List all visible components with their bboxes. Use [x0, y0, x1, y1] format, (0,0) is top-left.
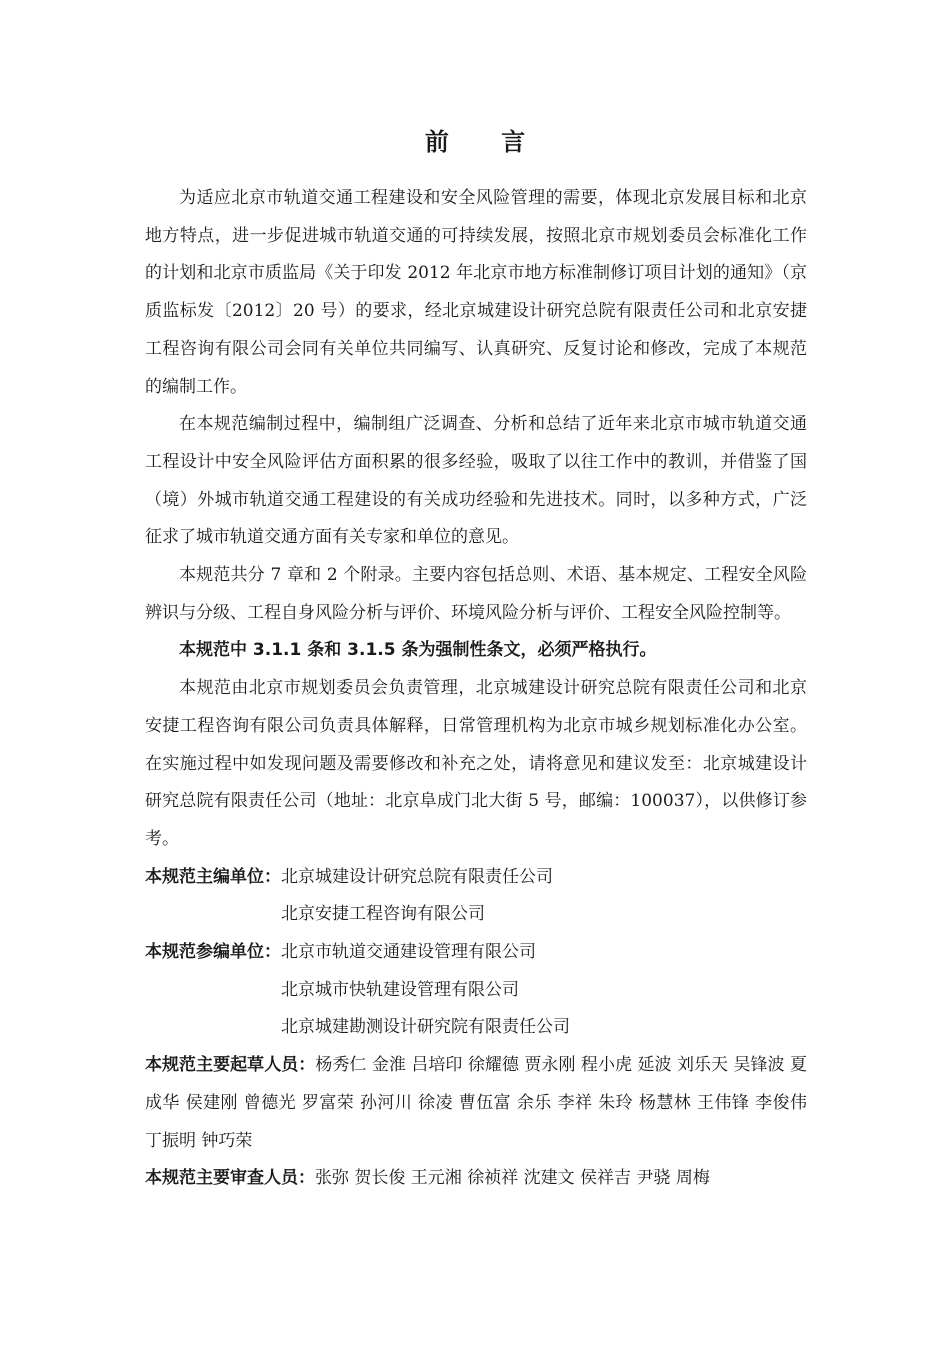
drafters-label: 本规范主要起草人员： — [145, 1055, 316, 1076]
drafters-names: 杨秀仁 金淮 吕培印 徐耀德 贾永刚 程小虎 延波 刘乐天 吴锋波 夏成华 侯建刚 曾德光 罗富荣 孙河川 徐凌 曹伍富 余乐 李祥 朱玲 杨慧林 王伟锋 李俊伟 丁振明 钟巧荣 — [145, 1055, 807, 1151]
participating-unit-item: 北京城市快轨建设管理有限公司 — [281, 979, 519, 1000]
participating-units-label: 本规范参编单位： — [145, 942, 281, 963]
reviewers-block — [145, 1160, 807, 1198]
chief-units-list — [281, 859, 553, 934]
chief-unit-item: 北京安捷工程咨询有限公司 — [281, 904, 485, 925]
chief-units-block — [145, 859, 807, 934]
paragraph-contents: 本规范共分 7 章和 2 个附录。主要内容包括总则、术语、基本规定、工程安全风险辨识与分级、工程自身风险分析与评价、环境风险分析与评价、工程安全风险控制等。 — [145, 565, 807, 623]
page-title: 前 言 — [424, 128, 548, 156]
reviewers-label: 本规范主要审查人员： — [145, 1168, 315, 1189]
chief-units-label: 本规范主编单位： — [145, 866, 281, 887]
drafters-block — [145, 1047, 807, 1160]
participating-units-block — [145, 934, 807, 1047]
participating-units-list — [281, 934, 570, 1047]
chief-unit-item: 北京城建设计研究总院有限责任公司 — [281, 866, 553, 887]
participating-unit-item: 北京城建勘测设计研究院有限责任公司 — [281, 1017, 570, 1038]
participating-unit-item: 北京市轨道交通建设管理有限公司 — [281, 942, 536, 963]
document-body — [145, 180, 807, 1198]
paragraph-purpose: 为适应北京市轨道交通工程建设和安全风险管理的需要，体现北京发展目标和北京地方特点，进一步促进城市轨道交通的可持续发展，按照北京市规划委员会标准化工作的计划和北京市质监局《关于印发 2012 年北京市地方标准制修订项目计划的通知》（京质监标发〔2012〕20 号）的要求，经北京城建设计研究总院有限责任公司和北京安捷工程咨询有限公司会同有关单位共同编写、认真研究、反复讨论和修改，完成了本规范的编制工作。 — [145, 188, 807, 397]
reviewers-names: 张弥 贺长俊 王元湘 徐祯祥 沈建文 侯祥吉 尹骁 周梅 — [315, 1168, 710, 1189]
paragraph-process: 在本规范编制过程中，编制组广泛调查、分析和总结了近年来北京市城市轨道交通工程设计中安全风险评估方面积累的很多经验，吸取了以往工作中的教训，并借鉴了国（境）外城市轨道交通工程建设的有关成功经验和先进技术。同时，以多种方式，广泛征求了城市轨道交通方面有关专家和单位的意见。 — [145, 414, 807, 548]
mandatory-clause: 本规范中 3.1.1 条和 3.1.5 条为强制性条文，必须严格执行。 — [179, 640, 657, 661]
paragraph-management: 本规范由北京市规划委员会负责管理，北京城建设计研究总院有限责任公司和北京安捷工程咨询有限公司负责具体解释，日常管理机构为北京市城乡规划标准化办公室。在实施过程中如发现问题及需要修改和补充之处，请将意见和建议发至：北京城建设计研究总院有限责任公司（地址：北京阜成门北大街 5 号，邮编：100037），以供修订参考。 — [145, 678, 807, 849]
